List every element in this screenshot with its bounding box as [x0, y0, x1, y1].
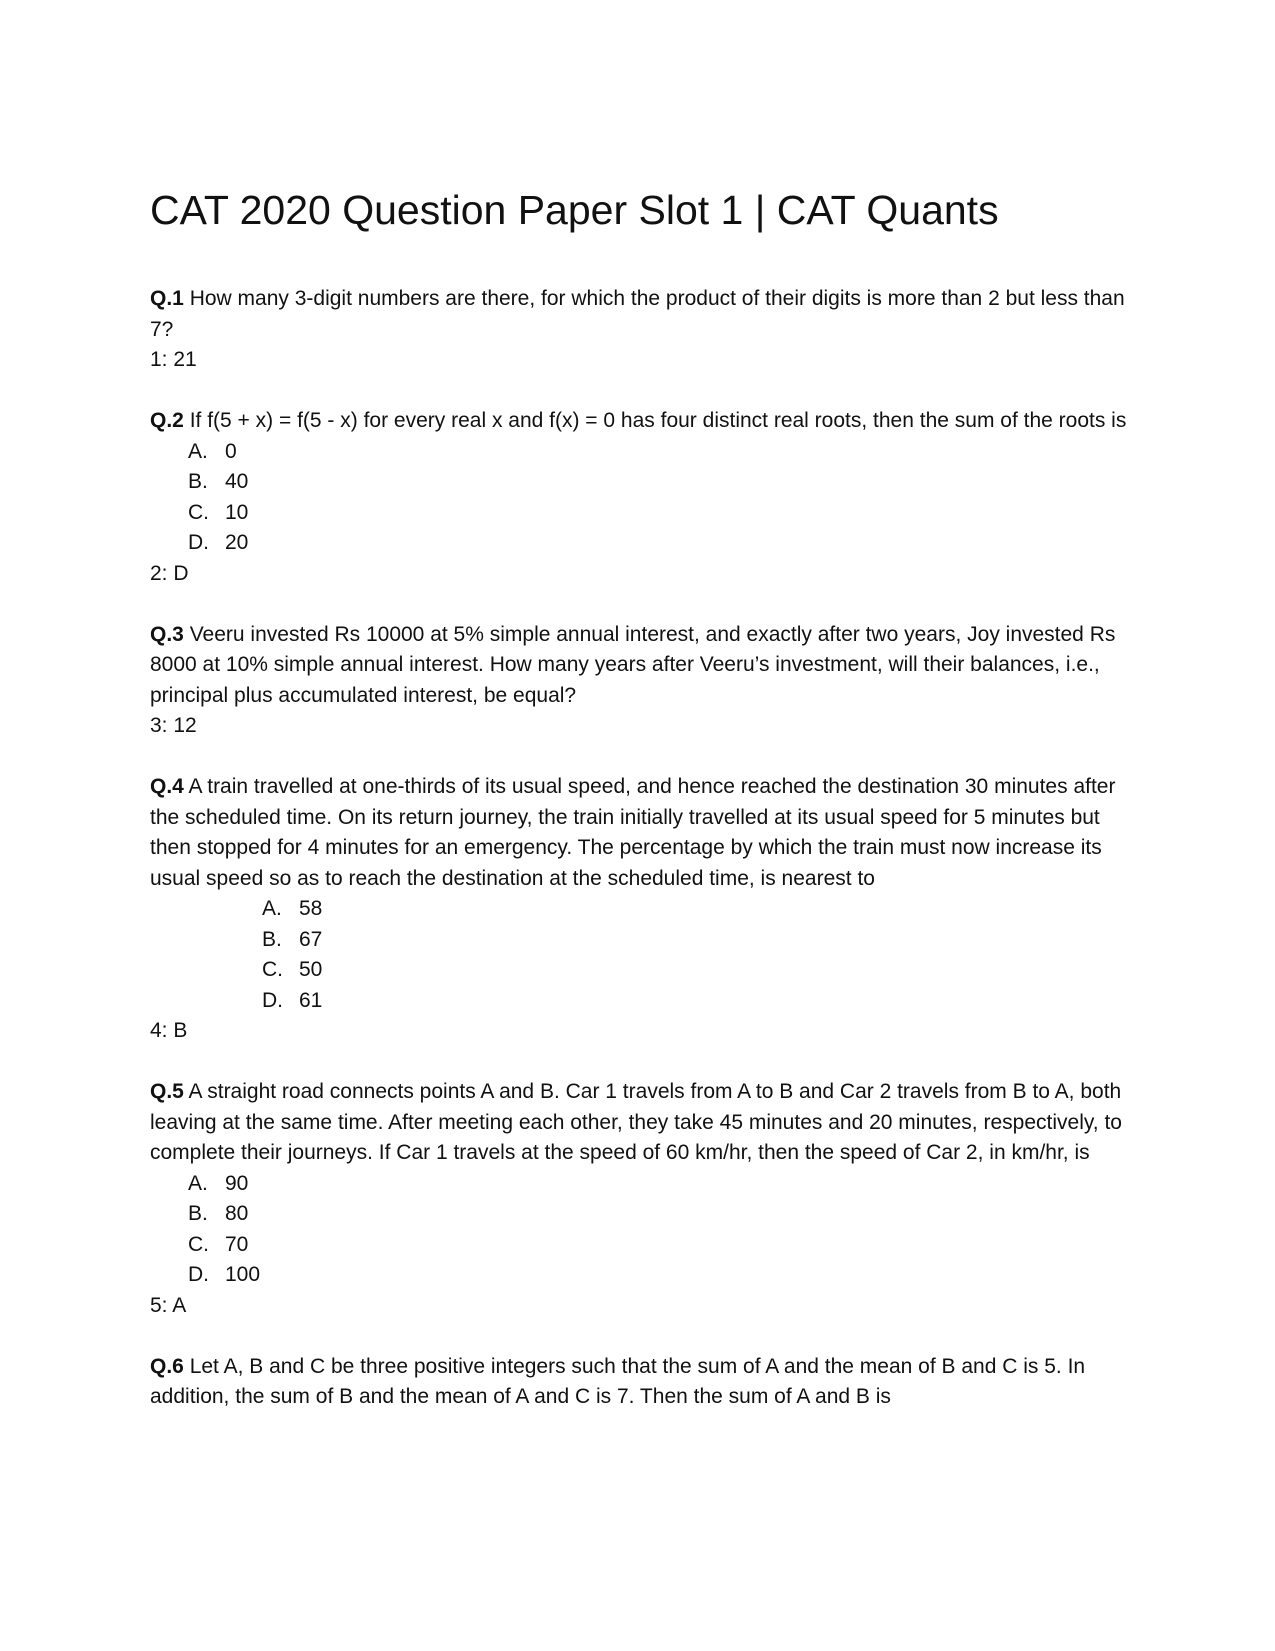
question-text: If f(5 + x) = f(5 - x) for every real x and f(x) = 0 has four distinct real roots, then the sum of the roots is: [189, 409, 1127, 432]
question-number: Q.6: [150, 1354, 184, 1378]
option-value: 20: [225, 531, 249, 554]
question-text: Veeru invested Rs 10000 at 5% simple annual interest, and exactly after two years, Joy invested Rs 8000 at 10% simple annual interest. How many years after Veeru’s investment, will their balances, i.e., principal plus accumulated interest, be equal?: [150, 622, 1116, 707]
question-1: [150, 284, 1130, 376]
option-b: [150, 925, 1130, 956]
question-2: [150, 406, 1130, 589]
question-number: Q.2: [150, 409, 184, 432]
question-3: [150, 620, 1130, 742]
option-value: 61: [299, 988, 323, 1012]
question-text: A train travelled at one-thirds of its usual speed, and hence reached the destination 30 minutes after the scheduled time. On its return journey, the train initially travelled at its usual speed for 5 minutes but then stopped for 4 minutes for an emergency. The percentage by which the train must now increase its usual speed so as to reach the destination at the scheduled time, is nearest to: [150, 775, 1116, 890]
option-value: 100: [225, 1263, 261, 1286]
option-letter: D.: [262, 988, 283, 1012]
option-letter: A.: [188, 1171, 208, 1195]
option-b: [150, 467, 1130, 498]
answer-line: 3: 12: [150, 714, 197, 737]
option-letter: B.: [188, 1202, 208, 1225]
option-a: [150, 1169, 1130, 1200]
option-letter: C.: [262, 958, 283, 981]
option-d: [150, 1260, 1130, 1291]
option-value: 80: [225, 1202, 249, 1225]
option-letter: B.: [262, 927, 282, 951]
question-text: Let A, B and C be three positive integers such that the sum of A and the mean of B and C is 5. In addition, the sum of B and the mean of A and C is 7. Then the sum of A and B is: [150, 1354, 1086, 1408]
option-value: 70: [225, 1232, 249, 1256]
option-b: [150, 1199, 1130, 1230]
question-number: Q.4: [150, 775, 184, 798]
option-value: 10: [225, 500, 249, 524]
option-list: [150, 1169, 1130, 1291]
option-a: [150, 894, 1130, 925]
option-value: 50: [299, 958, 323, 981]
option-d: [150, 986, 1130, 1017]
option-list: [150, 437, 1130, 559]
option-letter: C.: [188, 500, 209, 524]
question-6: [150, 1352, 1130, 1413]
option-d: [150, 528, 1130, 559]
option-letter: D.: [188, 531, 209, 554]
option-value: 90: [225, 1171, 249, 1195]
document-page: [150, 186, 1130, 1443]
question-5: [150, 1077, 1130, 1321]
option-value: 0: [225, 439, 237, 463]
option-letter: D.: [188, 1263, 209, 1286]
answer-line: 2: D: [150, 561, 189, 585]
option-value: 58: [299, 897, 323, 920]
answer-line: 4: B: [150, 1019, 188, 1042]
option-list: [150, 894, 1130, 1016]
option-a: [150, 437, 1130, 468]
option-letter: C.: [188, 1232, 209, 1256]
question-text: How many 3-digit numbers are there, for which the product of their digits is more than 2 but less than 7?: [150, 287, 1125, 341]
option-letter: A.: [262, 897, 282, 920]
question-number: Q.5: [150, 1080, 184, 1103]
question-number: Q.3: [150, 622, 184, 646]
answer-line: 5: A: [150, 1293, 187, 1317]
question-list: [150, 284, 1130, 1413]
option-c: [150, 1230, 1130, 1261]
question-number: Q.1: [150, 287, 184, 310]
option-c: [150, 955, 1130, 986]
question-4: [150, 772, 1130, 1047]
page-title: CAT 2020 Question Paper Slot 1 | CAT Quants: [150, 187, 999, 233]
option-letter: A.: [188, 439, 208, 463]
option-value: 40: [225, 470, 249, 493]
option-letter: B.: [188, 470, 208, 493]
question-text: A straight road connects points A and B. Car 1 travels from A to B and Car 2 travels from B to A, both leaving at the same time. After meeting each other, they take 45 minutes and 20 minutes, respectively, to complete their journeys. If Car 1 travels at the speed of 60 km/hr, then the speed of Car 2, in km/hr, is: [150, 1080, 1122, 1164]
option-value: 67: [299, 927, 323, 951]
option-c: [150, 498, 1130, 529]
answer-line: 1: 21: [150, 348, 197, 371]
